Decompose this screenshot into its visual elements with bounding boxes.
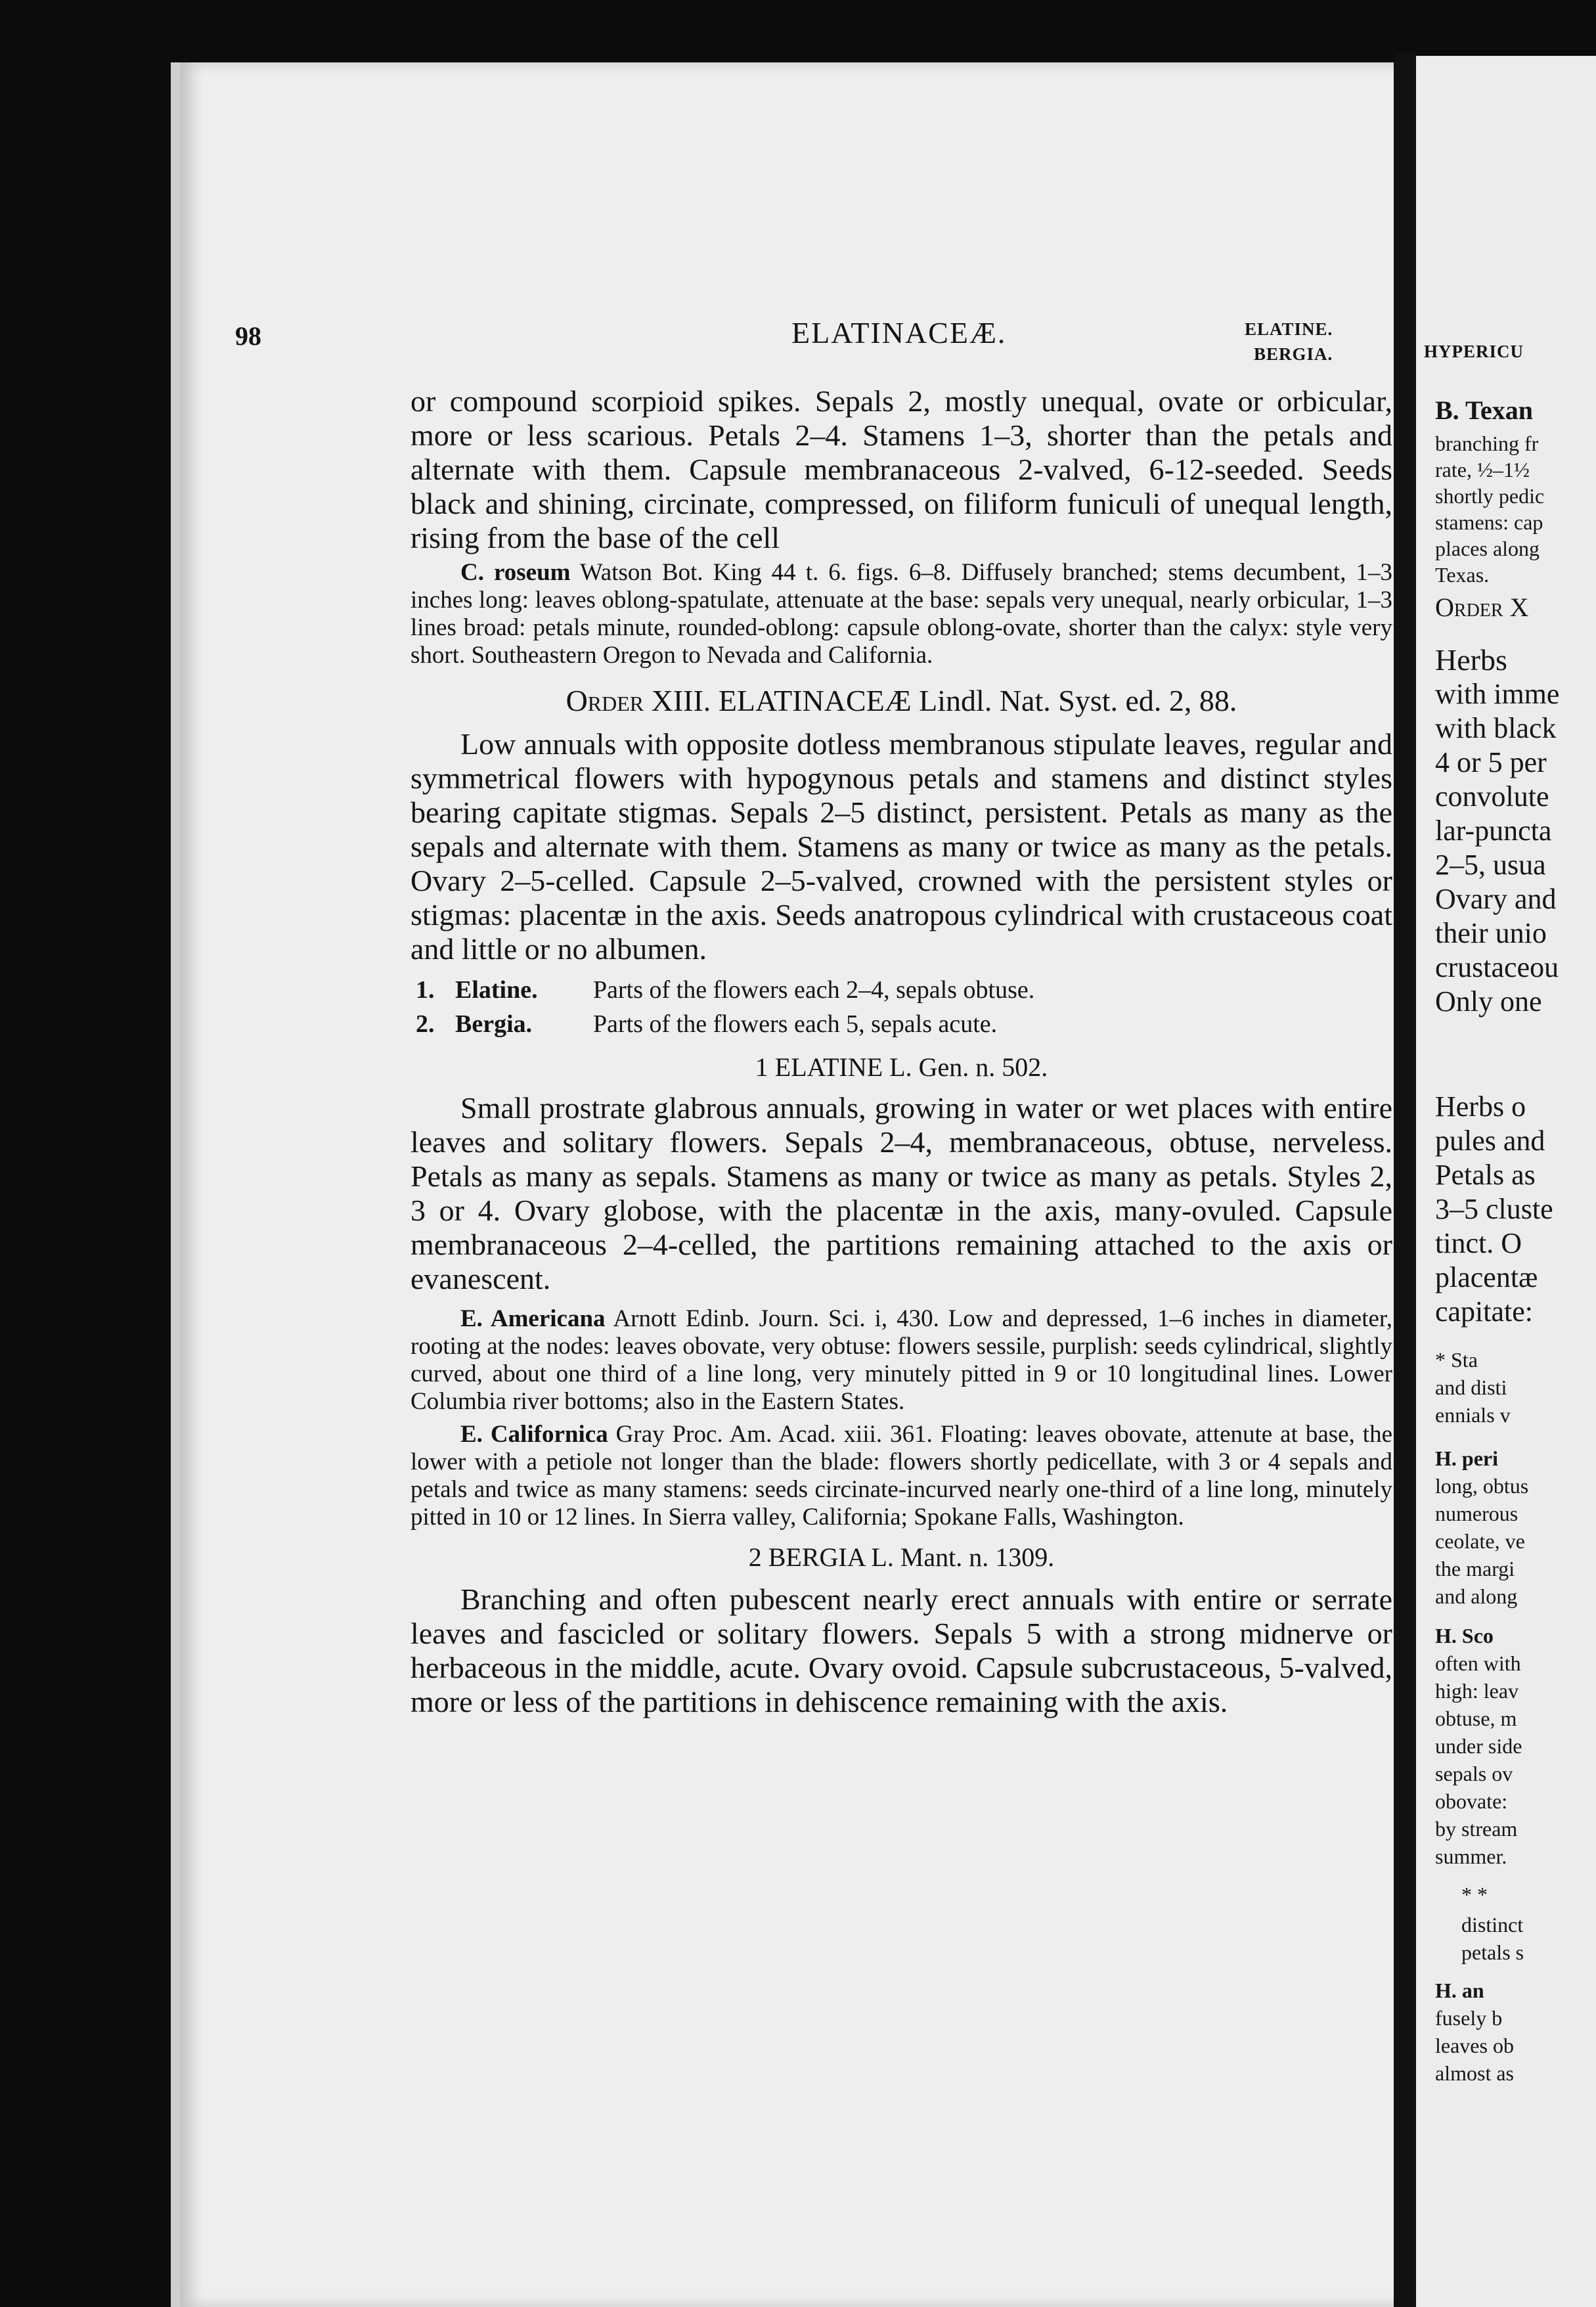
species-name: E. Americana	[460, 1305, 606, 1332]
right-line: shortly pedic	[1435, 484, 1545, 508]
genus-heading-bergia: 2 BERGIA L. Mant. n. 1309.	[748, 1542, 1055, 1572]
key-number: 2.	[416, 1010, 435, 1038]
genus-description-elatine: Small prostrate glabrous annuals, growing in water or wet places with entire leaves and solitary flowers. Sepals 2–4, membranaceous, obtuse, nerveless. Petals as many as sepals. Stamens as many or twice as many as petals. Styles 2, 3 or 4. Ovary globose, with the placentæ in the axis, many-ovuled. Capsule membranaceous 2–4-celled, the partitions remaining attached to the axis or evanescent.	[410, 1091, 1392, 1295]
species-text: Arnott Edinb. Journ. Sci. i, 430. Low and depressed, 1–6 inches in diameter, rooting at the nodes: leaves obovate, very obtuse: flowers sessile, purplish: seeds cylindrical, slightly curved, about one third of a line long, very minutely pitted in 9 or 10 longitudinal lines. Lower Columbia river bottoms; also in the Eastern States.	[410, 1305, 1392, 1415]
right-line: pules and	[1435, 1125, 1545, 1157]
right-running-head: HYPERICU	[1424, 342, 1524, 361]
right-line: ennials v	[1435, 1403, 1511, 1427]
species-entry-californica	[410, 1421, 1392, 1531]
order-number: Order XIII.	[565, 684, 711, 717]
genus-key	[416, 973, 1392, 1041]
key-genus: Bergia.	[455, 1010, 533, 1038]
right-line: with imme	[1435, 678, 1560, 710]
species-entry-americana	[410, 1305, 1392, 1416]
right-line: Petals as	[1435, 1159, 1536, 1191]
species-entry-roseum	[410, 559, 1392, 669]
right-line: Herbs o	[1435, 1090, 1526, 1123]
book-gutter	[1394, 53, 1416, 2307]
right-line: long, obtus	[1435, 1474, 1529, 1498]
key-desc: Parts of the flowers each 5, sepals acute.	[593, 1010, 998, 1038]
right-line: leaves ob	[1435, 2034, 1514, 2057]
right-line: sepals ov	[1435, 1762, 1513, 1785]
key-row	[416, 973, 1392, 1007]
right-line: Herbs	[1435, 643, 1507, 677]
right-line: often with	[1435, 1651, 1521, 1675]
right-line: high: leav	[1435, 1679, 1519, 1703]
right-line: Only one	[1435, 985, 1542, 1018]
right-line: under side	[1435, 1734, 1522, 1758]
right-line: obovate:	[1435, 1789, 1508, 1813]
key-number: 1.	[416, 976, 435, 1004]
right-line: capitate:	[1435, 1295, 1534, 1328]
running-genus-2: BERGIA.	[1254, 344, 1333, 364]
key-desc: Parts of the flowers each 2–4, sepals obtuse.	[593, 976, 1035, 1004]
right-line: distinct	[1461, 1913, 1524, 1937]
running-genera	[1245, 317, 1333, 367]
right-line: convolute	[1435, 780, 1549, 813]
right-line: lar-puncta	[1435, 815, 1552, 847]
right-line: tinct. O	[1435, 1227, 1522, 1259]
left-page-text	[410, 384, 1392, 1719]
right-line: petals s	[1461, 1940, 1524, 1964]
right-line: by stream	[1435, 1817, 1518, 1841]
order-heading	[410, 684, 1392, 718]
right-line: almost as	[1435, 2061, 1514, 2085]
key-genus: Elatine.	[455, 976, 538, 1004]
family-citation: Lindl. Nat. Syst. ed. 2, 88.	[919, 684, 1237, 717]
running-title: ELATINACEÆ.	[791, 316, 1007, 349]
right-line: 4 or 5 per	[1435, 746, 1547, 778]
genus-heading-elatine: 1 ELATINE L. Gen. n. 502.	[755, 1052, 1048, 1082]
right-line: numerous	[1435, 1502, 1518, 1525]
right-line: fusely b	[1435, 2006, 1503, 2030]
genus-description-bergia: Branching and often pubescent nearly erect annuals with entire or serrate leaves and fascicled or solitary flowers. Sepals 5 with a strong midnerve or herbaceous in the middle, acute. Ovary ovoid. Capsule subcrustaceous, 5-valved, more or less of the partitions in dehiscence remaining with the axis.	[410, 1582, 1392, 1718]
right-page-text	[1435, 394, 1596, 2233]
family-name: ELATINACEÆ	[718, 684, 912, 717]
right-line: 2–5, usua	[1435, 849, 1546, 881]
right-line: H. Sco	[1435, 1624, 1494, 1647]
right-line: obtuse, m	[1435, 1707, 1517, 1730]
continued-paragraph: or compound scorpioid spikes. Sepals 2, mostly unequal, ovate or orbicular, more or less scarious. Petals 2–4. Stamens 1–3, shorter than the petals and alternate with them. Capsule membranaceous 2-valved, 6-12-seeded. Seeds black and shining, circinate, compressed, on filiform funiculi of unequal length, rising from the base of the cell	[410, 384, 1392, 554]
right-line: 3–5 cluste	[1435, 1193, 1553, 1225]
species-name: C. roseum	[460, 559, 571, 586]
species-name: E. Californica	[460, 1421, 608, 1448]
right-line: places along	[1435, 537, 1540, 560]
right-line: H. an	[1435, 1979, 1484, 2002]
right-line: and along	[1435, 1584, 1518, 1608]
page-number: 98	[235, 321, 261, 351]
right-line: branching fr	[1435, 432, 1539, 455]
right-line: the margi	[1435, 1557, 1515, 1580]
right-line: Ovary and	[1435, 883, 1557, 915]
right-line: summer.	[1435, 1845, 1507, 1868]
right-line: and disti	[1435, 1376, 1507, 1399]
right-line: * *	[1461, 1883, 1488, 1906]
right-line: with black	[1435, 712, 1557, 744]
right-line: their unio	[1435, 917, 1547, 949]
right-line: H. peri	[1435, 1446, 1498, 1470]
right-line: ceolate, ve	[1435, 1529, 1525, 1553]
order-description: Low annuals with opposite dotless membranous stipulate leaves, regular and symmetrical flowers with hypogynous petals and stamens and distinct styles bearing capitate stigmas. Sepals 2–5 distinct, persistent. Petals as many as the sepals and alternate with them. Stamens as many or twice as many as the petals. Ovary 2–5-celled. Capsule 2–5-valved, crowned with the persistent styles or stigmas: placentæ in the axis. Seeds anatropous cylindrical with crustaceous coat and little or no albumen.	[410, 727, 1392, 966]
right-line: rate, ½–1½	[1435, 458, 1530, 482]
key-row	[416, 1007, 1392, 1041]
right-line: Order X	[1435, 593, 1529, 622]
right-line: stamens: cap	[1435, 510, 1543, 534]
right-line: Texas.	[1435, 563, 1490, 587]
species-text: Gray Proc. Am. Acad. xiii. 361. Floating: leaves obovate, attenute at base, the lower with a petiole not longer than the blade: flowers shortly pedicellate, with 3 or 4 sepals and petals and twice as many stamens: seeds circinate-incurved nearly one-third of a line long, minutely pitted in 10 or 12 lines. In Sierra valley, California; Spokane Falls, Washington.	[410, 1421, 1393, 1531]
species-text: Watson Bot. King 44 t. 6. figs. 6–8. Diffusely branched; stems decumbent, 1–3 inches long: leaves oblong-spatulate, attenuate at the base: sepals very unequal, nearly orbicular, 1–3 lines broad: petals minute, rounded-oblong: capsule oblong-ovate, shorter than the calyx: style very short. Southeastern Oregon to Nevada and California.	[410, 559, 1392, 669]
running-genus-1: ELATINE.	[1245, 319, 1333, 339]
right-line: * Sta	[1435, 1348, 1478, 1372]
right-line: placentæ	[1435, 1261, 1538, 1293]
right-line: B. Texan	[1435, 395, 1533, 425]
right-line: crustaceou	[1435, 951, 1559, 983]
